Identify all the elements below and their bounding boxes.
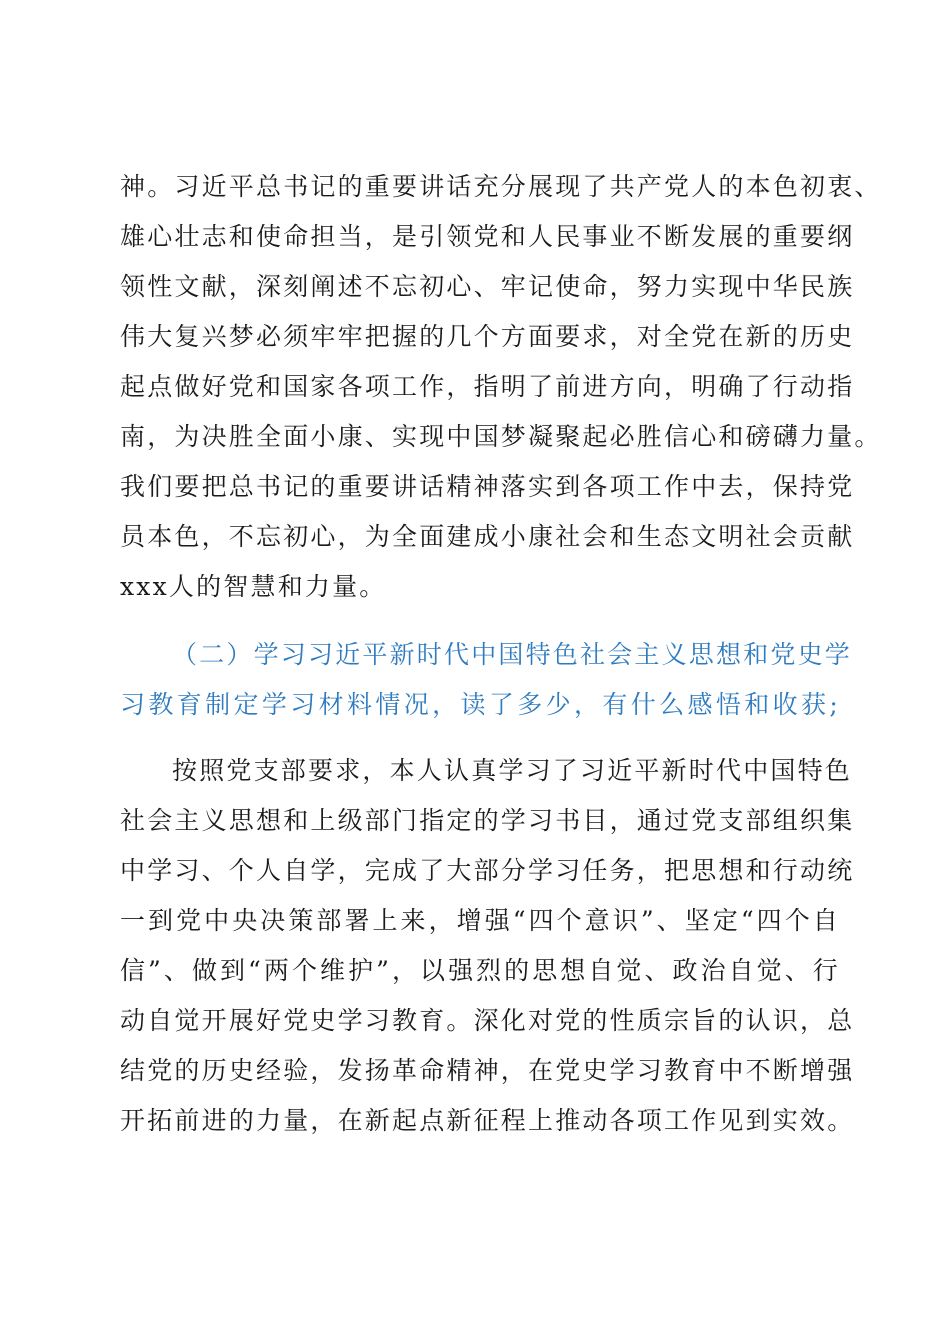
text-line: 伟大复兴梦必须牢牢把握的几个方面要求，对全党在新的历史 — [120, 322, 855, 351]
text-line: 我们要把总书记的重要讲话精神落实到各项工作中去，保持党 — [120, 472, 855, 501]
text-line: 动自觉开展好党史学习教育。深化对党的性质宗旨的认识，总 — [120, 1006, 855, 1035]
text-line: 中学习、个人自学，完成了大部分学习任务，把思想和行动统 — [120, 856, 855, 885]
heading-line: 习教育制定学习材料情况，读了多少，有什么感悟和收获; — [120, 690, 840, 719]
text-line: 一到党中央决策部署上来，增强“四个意识”、坚定“四个自 — [120, 906, 840, 935]
heading-line: （二）学习习近平新时代中国特色社会主义思想和党史学 — [172, 640, 853, 669]
text-line: 按照党支部要求，本人认真学习了习近平新时代中国特色 — [172, 756, 853, 785]
text-line: 开拓前进的力量，在新起点新征程上推动各项工作见到实效。 — [120, 1106, 855, 1135]
text-line: 雄心壮志和使命担当，是引领党和人民事业不断发展的重要纲 — [120, 222, 855, 251]
paragraph-2 — [120, 746, 855, 1146]
text-line: 社会主义思想和上级部门指定的学习书目，通过党支部组织集 — [120, 806, 855, 835]
paragraph-1 — [120, 162, 882, 612]
text-line: 员本色，不忘初心，为全面建成小康社会和生态文明社会贡献 — [120, 522, 855, 551]
text-line: 神。习近平总书记的重要讲话充分展现了共产党人的本色初衷、 — [120, 172, 882, 201]
text-line: 南，为决胜全面小康、实现中国梦凝聚起必胜信心和磅礴力量。 — [120, 422, 882, 451]
text-line: 结党的历史经验，发扬革命精神，在党史学习教育中不断增强 — [120, 1056, 855, 1085]
text-line: 起点做好党和国家各项工作，指明了前进方向，明确了行动指 — [120, 372, 855, 401]
text-line: 信”、做到“两个维护”，以强烈的思想自觉、政治自觉、行 — [120, 956, 840, 985]
section-heading-2 — [120, 630, 853, 730]
text-line: xxx人的智慧和力量。 — [120, 572, 387, 601]
text-line: 领性文献，深刻阐述不忘初心、牢记使命，努力实现中华民族 — [120, 272, 855, 301]
